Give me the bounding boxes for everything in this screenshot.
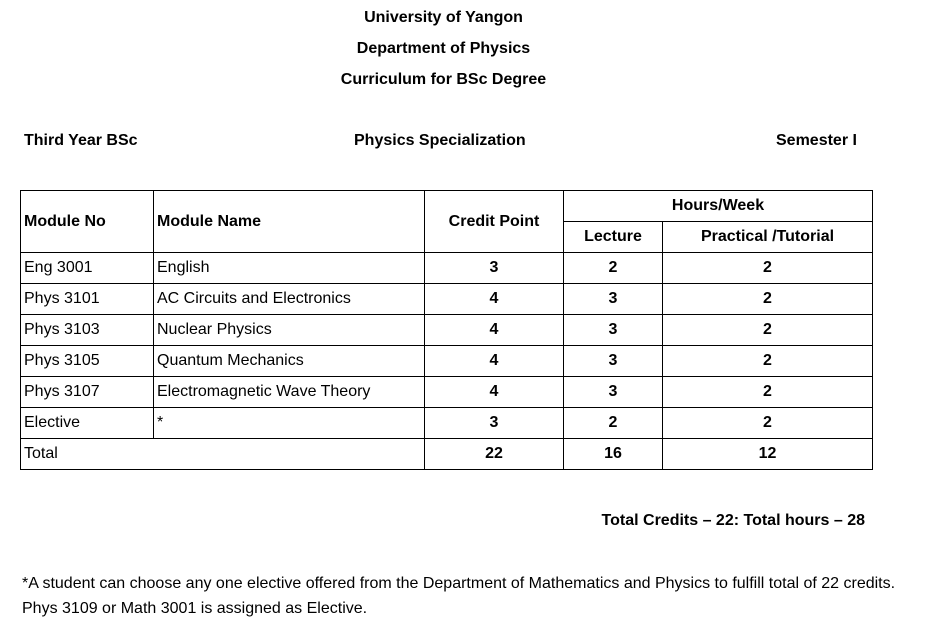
total-label-cell: Total	[21, 439, 425, 470]
lecture-cell: 3	[564, 377, 663, 408]
specialization-label: Physics Specialization	[354, 132, 526, 149]
total-credit-cell: 22	[425, 439, 564, 470]
semester-label: Semester I	[776, 132, 857, 149]
module-no-cell: Phys 3101	[21, 284, 154, 315]
lecture-cell: 2	[564, 408, 663, 439]
curriculum-title: Curriculum for BSc Degree	[340, 71, 547, 88]
module-name-cell: *	[154, 408, 425, 439]
practical-cell: 2	[663, 408, 873, 439]
module-no-cell: Phys 3105	[21, 346, 154, 377]
table-row	[21, 253, 873, 284]
module-name-cell: AC Circuits and Electronics	[154, 284, 425, 315]
table-row	[21, 377, 873, 408]
lecture-cell: 3	[564, 315, 663, 346]
lecture-cell: 2	[564, 253, 663, 284]
module-name-cell: Nuclear Physics	[154, 315, 425, 346]
module-no-cell: Elective	[21, 408, 154, 439]
module-no-cell: Eng 3001	[21, 253, 154, 284]
practical-cell: 2	[663, 315, 873, 346]
department-title: Department of Physics	[356, 40, 531, 57]
lecture-cell: 3	[564, 284, 663, 315]
total-row	[21, 439, 873, 470]
module-name-cell: English	[154, 253, 425, 284]
practical-cell: 2	[663, 346, 873, 377]
module-no-cell: Phys 3103	[21, 315, 154, 346]
table-row	[21, 315, 873, 346]
lecture-cell: 3	[564, 346, 663, 377]
practical-cell: 2	[663, 253, 873, 284]
total-credits-summary: Total Credits – 22: Total hours – 28	[601, 512, 865, 529]
module-name-cell: Quantum Mechanics	[154, 346, 425, 377]
elective-footnote: *A student can choose any one elective offered from the Department of Mathematics and Physics to fulfill total of 22 credits. Phys 3109 or Math 3001 is assigned as Elective.	[22, 575, 896, 617]
credit-cell: 3	[425, 408, 564, 439]
credit-cell: 4	[425, 284, 564, 315]
table-row	[21, 408, 873, 439]
credit-cell: 4	[425, 315, 564, 346]
header-module-no: Module No	[21, 191, 154, 253]
credit-cell: 4	[425, 377, 564, 408]
table-row	[21, 284, 873, 315]
module-no-cell: Phys 3107	[21, 377, 154, 408]
practical-cell: 2	[663, 377, 873, 408]
practical-cell: 2	[663, 284, 873, 315]
header-lecture: Lecture	[564, 222, 663, 253]
university-title: University of Yangon	[364, 9, 523, 26]
header-module-name: Module Name	[154, 191, 425, 253]
header-credit-point: Credit Point	[425, 191, 564, 253]
credit-cell: 3	[425, 253, 564, 284]
curriculum-table	[20, 190, 873, 470]
module-name-cell: Electromagnetic Wave Theory	[154, 377, 425, 408]
year-label: Third Year BSc	[24, 132, 138, 149]
total-practical-cell: 12	[663, 439, 873, 470]
header-practical: Practical /Tutorial	[663, 222, 873, 253]
table-row	[21, 346, 873, 377]
header-hours-week: Hours/Week	[564, 191, 873, 222]
total-lecture-cell: 16	[564, 439, 663, 470]
credit-cell: 4	[425, 346, 564, 377]
